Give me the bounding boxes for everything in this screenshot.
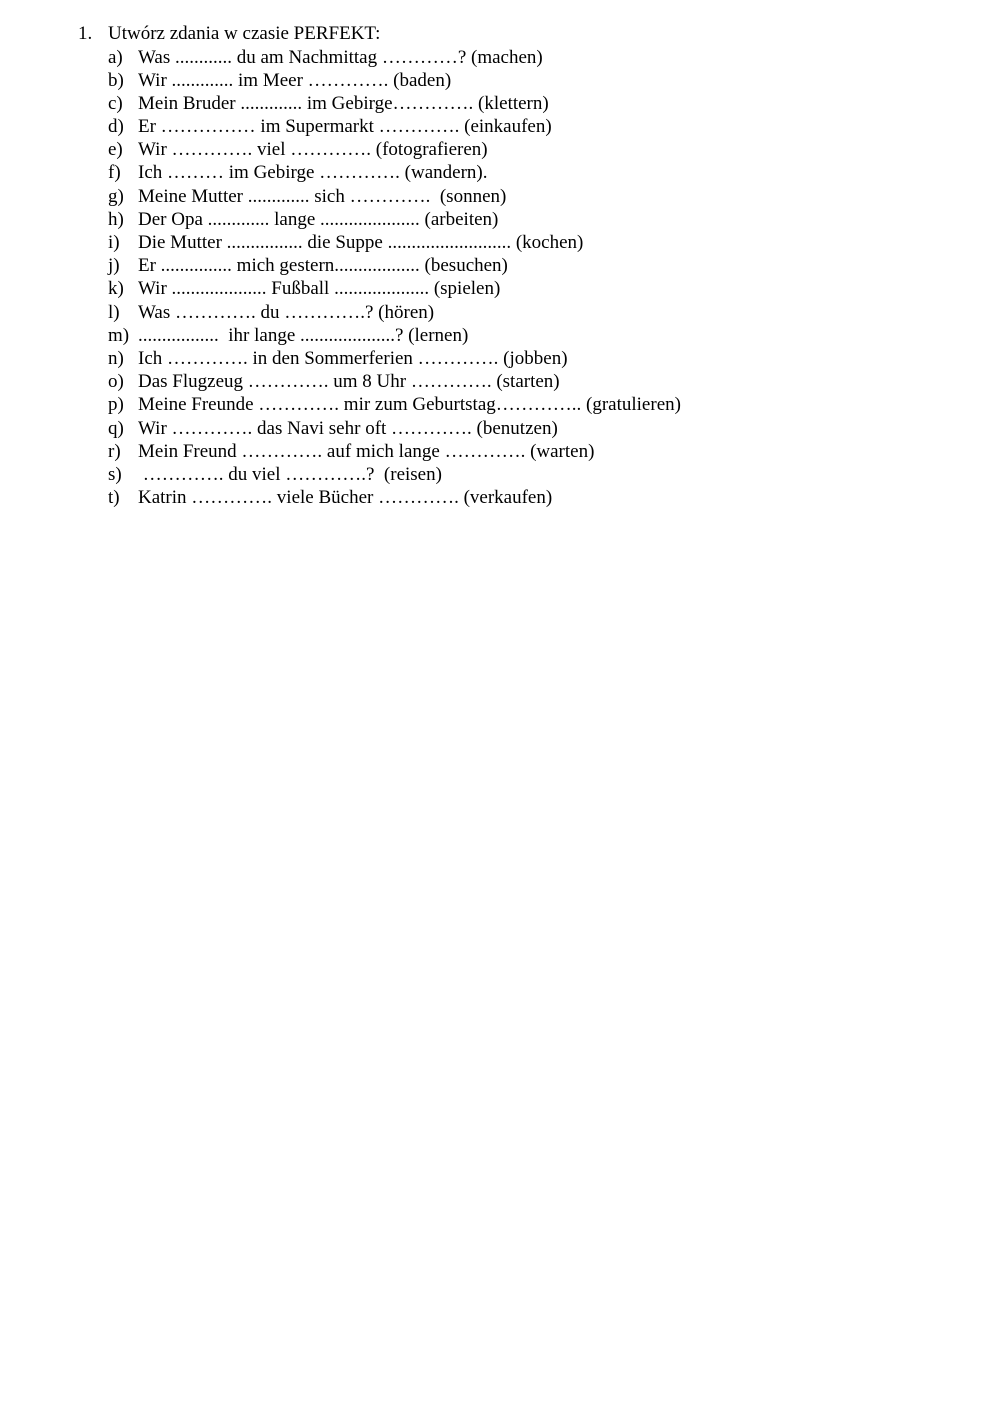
exercise-item-letter: r) [108,440,121,462]
exercise-item [108,440,681,463]
exercise-item-letter: i) [108,232,120,253]
exercise-item-letter: h) [108,208,124,230]
exercise-item [108,393,681,416]
exercise-item-letter: s) [108,463,122,485]
exercise-item-sentence: Wir …………. das Navi sehr oft …………. (benutzen) [138,417,558,439]
exercise-instruction: Utwórz zdania w czasie PERFEKT: [108,23,381,44]
exercise-item-sentence: Er …………… im Supermarkt …………. (einkaufen) [138,116,552,138]
exercise-header [78,22,380,45]
exercise-item-sentence: Das Flugzeug …………. um 8 Uhr …………. (starten) [138,371,560,393]
exercise-item-sentence: Ich …………. in den Sommerferien …………. (jobben) [138,347,568,369]
exercise-item-sentence: Katrin …………. viele Bücher …………. (verkaufen) [138,487,553,509]
exercise-item-sentence: Die Mutter ................ die Suppe .......................... (kochen) [138,232,584,253]
exercise-item [108,324,681,347]
exercise-item [108,92,681,115]
exercise-item-letter: d) [108,116,124,138]
exercise-item-sentence: Er ............... mich gestern.................. (besuchen) [138,255,508,277]
exercise-item-letter: k) [108,278,124,300]
exercise-item-letter: q) [108,417,124,439]
exercise-item-sentence: Ich ……… im Gebirge …………. (wandern). [138,162,488,184]
exercise-item-letter: o) [108,371,124,393]
exercise-item-letter: e) [108,139,123,161]
exercise-item [108,115,681,138]
exercise-item-letter: p) [108,394,124,416]
exercise-item [108,417,681,440]
exercise-item [108,161,681,184]
exercise-item-sentence: Der Opa ............. lange ..................... (arbeiten) [138,208,499,230]
exercise-item-list [108,46,681,510]
exercise-item-sentence: Wir ............. im Meer …………. (baden) [138,69,452,91]
exercise-item-sentence: Meine Freunde …………. mir zum Geburtstag………….. (gratulieren) [138,394,681,416]
exercise-item-sentence: Was ............ du am Nachmittag …………? (machen) [138,46,543,68]
exercise-item-sentence: Was …………. du ………….? (hören) [138,301,435,323]
exercise-item [108,301,681,324]
exercise-item-letter: a) [108,46,123,68]
exercise-item-sentence: …………. du viel ………….? (reisen) [138,463,442,485]
exercise-item-letter: m) [108,324,130,346]
exercise-item [108,463,681,486]
exercise-item-sentence: Meine Mutter ............. sich …………. (sonnen) [138,185,507,207]
exercise-item-letter: l) [108,301,120,323]
exercise-item [108,185,681,208]
exercise-item-sentence: Mein Freund …………. auf mich lange …………. (warten) [138,440,595,462]
exercise-item [108,254,681,277]
exercise-item [108,370,681,393]
exercise-item-letter: g) [108,185,124,207]
exercise-item [108,231,681,254]
exercise-item [108,138,681,161]
exercise-item [108,277,681,300]
exercise-item-letter: t) [108,487,120,509]
exercise-item [108,208,681,231]
exercise-item-letter: n) [108,347,124,369]
exercise-item-sentence: Wir .................... Fußball .................... (spielen) [138,278,501,300]
exercise-item-letter: b) [108,69,124,91]
exercise-item-sentence: Wir …………. viel …………. (fotografieren) [138,139,488,161]
exercise-item-letter: f) [108,162,121,184]
exercise-item [108,486,681,509]
exercise-item-letter: j) [108,255,120,277]
exercise-item [108,69,681,92]
exercise-number: 1. [78,23,93,44]
exercise-item-sentence: ................. ihr lange ....................? (lernen) [138,324,469,346]
exercise-item-sentence: Mein Bruder ............. im Gebirge…………. (klettern) [138,92,549,114]
exercise-item [108,347,681,370]
exercise-item [108,46,681,69]
exercise-item-letter: c) [108,92,123,114]
